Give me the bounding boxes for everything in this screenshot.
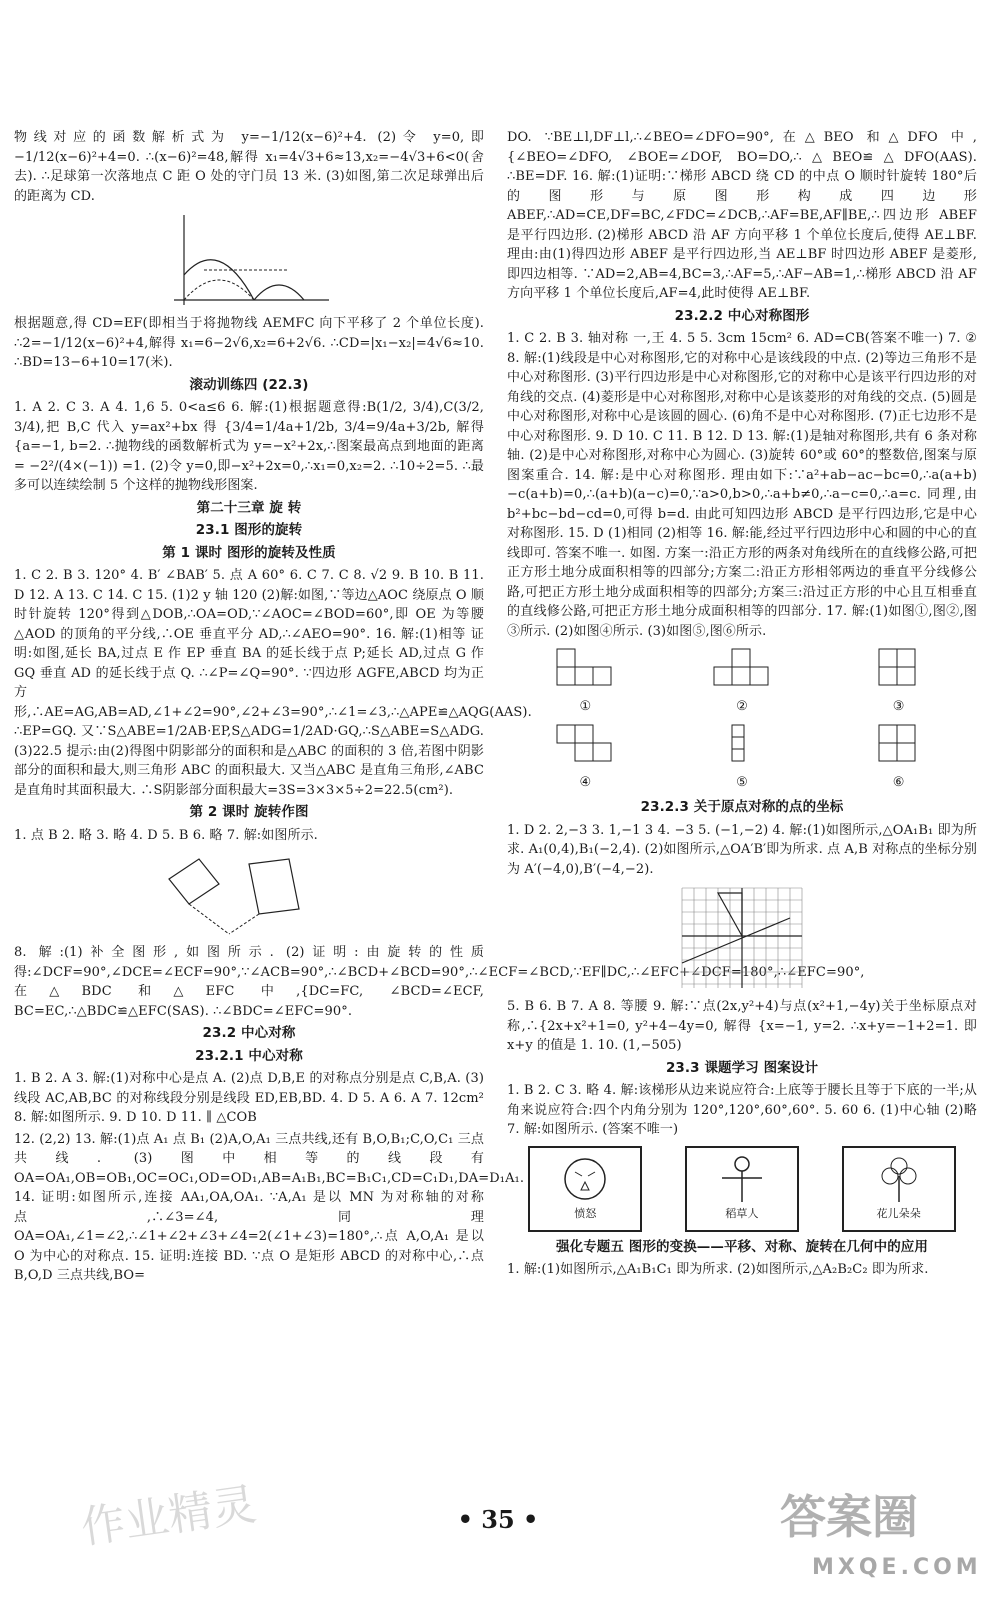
paragraph: DO. ∵BE⊥l,DF⊥l,∴∠BEO=∠DFO=90°,在△BEO 和△DFO 中,{∠BEO=∠DFO, ∠BOE=∠DOF, BO=DO,∴△BEO≌△DFO(AAS). ∴BE=DF. 16. 解:(1)证明:∵梯形 ABCD 绕 CD 的中点 O 顺时针旋转 180°后的图形与原图形构成四边形 ABEF,∴AD=CE,DF=BC,∠FDC=∠DCB,∴AF=BE,AF∥BE,∴四边形 ABEF 是平行四边形. (2)梯形 ABCD 沿 AF 方向平移 1 个单位长度后,使得 AE⊥BF. 理由:由(1)得四边形 ABEF 是平行四边形,当 AE⊥BF 时四边形 ABEF 是菱形,即四边相等. ∵AD=2,AB=4,BC=3,∴AF=5,∴AF−AB=1,∴梯形 ABCD 沿 AF 方向平移 1 个单位长度后,AF=4,此时使得 AE⊥BF. [507,130,977,301]
tile-figure [869,647,929,717]
tile-figure [869,723,929,793]
parabola-graph [164,210,334,310]
paragraph: 1. C 2. B 3. 120° 4. B′ ∠BAB′ 5. 点 A 60° 6. C 7. C 8. √2 9. B 10. B 11. D 12. A 13. C 14. C 15. (1)2 y 轴 120 (2)解:如图,∵等边△AOC 绕原点 O 顺时针旋转 120°得到△DOB,∴OA=OD,∵∠AOC=∠BOD=60°,即 OE 为等腰△AOD 的顶角的平分线,∴OE 垂直平分 AD,∴∠AEO=90°. 16. 解:(1)相等 证明:如图,延长 BA,过点 E 作 EP 垂直 BA 的延长线于点 P;延长 AD,过点 G 作 GQ 垂直 AD 的延长线于点 Q. ∴∠P=∠Q=90°. ∵四边形 AGFE,ABCD 均为正方形,∴AE=AG,AB=AD,∠1+∠2=90°,∠2+∠3=90°,∴∠1=∠3,∴△APE≌△AQG(AAS). ∴EP=GQ. 又∵S△ABE=1/2AB·EP,S△ADG=1/2AD·GQ,∴S△ABE=S△ADG. (3)22.5 提示:由(2)得图中阴影部分的面积和是△ABC 的面积的 3 倍,若图中阴影部分的面积和最大,则三角形 ABC 的面积最大. 又当△ABC 是直角三角形,∠ABC 是直角时其面积最大. ∴S阴影部分面积最大=3S=3×3×5÷2=22.5(cm²). [14,568,532,798]
lesson-heading: 23.2.1 中心对称 [195,1047,303,1064]
tile-figure [555,723,615,793]
figure-label: ⑤ [736,774,748,790]
design-label: 稻草人 [725,1206,759,1220]
section-heading: 强化专题五 图形的变换——平移、对称、旋转在几何中的应用 [556,1238,928,1255]
design-figures-row [507,1146,977,1232]
paragraph: 1. B 2. C 3. 略 4. 解:该梯形从边来说应符合:上底等于腰长且等于下底的一半;从角来说应符合:四个内角分别为 120°,120°,60°,60°. 5. 60 6. (1)中心轴 (2)略 7. 解:如图所示. (答案不唯一) [507,1083,977,1137]
paragraph: 1. B 2. A 3. 解:(1)对称中心是点 A. (2)点 D,B,E 的对称点分别是点 C,B,A. (3)线段 AC,AB,BC 的对称线段分别是线段 ED,EB,BD. 4. D 5. A 6. A 7. 12cm² 8. 解:如图所示. 9. D 10. D 11. ∥ △COB [14,1071,484,1125]
paragraph: 8. 解:(1)补全图形,如图所示. (2)证明:由旋转的性质得:∠DCF=90°,∠DCE=∠ECF=90°,∵∠ACB=90°,∴∠BCD+∠BCD=90°,∴∠ECF=∠BCD,∵EF∥DC,∴∠EFC+∠DCF=180°,∴∠EFC=90°,在△BDC 和△EFC 中,{DC=FC, ∠BCD=∠ECF, BC=EC,∴△BDC≌△EFC(SAS). ∴∠BDC=∠EFC=90°. [14,945,865,1019]
page-number: • 35 • [457,1505,539,1534]
coordinate-grid [677,883,807,993]
design-figure [528,1146,642,1232]
paragraph: 1. 解:(1)如图所示,△A₁B₁C₁ 即为所求. (2)如图所示,△A₂B₂C₂ 即为所求. [507,1262,929,1277]
design-label: 愤怒 [574,1206,597,1220]
paragraph: 12. (2,2) 13. 解:(1)点 A₁ 点 B₁ (2)A,O,A₁ 三点共线,还有 B,O,B₁;C,O,C₁ 三点共线. (3)图中相等的线段有 OA=OA₁,OB=OB₁,OC=OC₁,OD=OD₁,AB=A₁B₁,BC=B₁C₁,CD=C₁D₁,DA=D₁A₁. 14. 证明:如图所示,连接 AA₁,OA,OA₁. ∵A,A₁ 是以 MN 为对称轴的对称点,∴∠3=∠4,同理 OA=OA₁,∠1=∠2,∴∠1+∠2+∠3+∠4=2(∠1+∠3)=180°,∴点 A,O,A₁ 是以 O 为中心的对称点. 15. 证明:连接 BD. ∵点 O 是矩形 ABCD 的对称中心,∴点 B,O,D 三点共线,BO= [14,1131,525,1283]
lesson-heading: 第 1 课时 图形的旋转及性质 [162,544,336,561]
figure-label: ① [579,699,592,714]
paragraph: 1. A 2. C 3. A 4. 1,6 5. 0<a≤6 6. 解:(1)根据题意得:B(1/2, 3/4),C(3/2, 3/4),把 B,C 代入 y=ax²+bx 得 {3/4=1/4a+1/2b, 3/4=9/4a+3/2b, 解得 {a=−1, b=2. ∴抛物线的函数解析式为 y=−x²+2x,∴图案最高点到地面的距离= −2²/(4×(−1)) =1. (2)令 y=0,即−x²+2x=0,∴x₁=0,x₂=2. ∴10÷2=5. ∴最多可以连续绘制 5 个这样的抛物线形图案. [14,400,484,493]
section-heading: 滚动训练四 (22.3) [189,376,309,393]
figure-label: ④ [579,774,592,790]
section-heading: 23.2.3 关于原点对称的点的坐标 [640,799,844,815]
figure-label: ⑥ [892,774,905,790]
paragraph: 5. B 6. B 7. A 8. 等腰 9. 解:∵点(2x,y²+4)与点(x²+1,−4y)关于坐标原点对称,∴{2x+x²+1=0, y²+4−4y=0, 解得 {x=−1, y=2. ∴x+y=−1+2=1. 即 x+y 的值是 1. 10. (1,−505) [507,999,977,1053]
paragraph: 物线对应的函数解析式为 y=−1/12(x−6)²+4. (2)令 y=0,即−1/12(x−6)²+4=0. ∴(x−6)²=48,解得 x₁=4√3+6≈13,x₂=−4√3+6<0(舍去). ∴足球第一次落地点 C 距 O 处的守门员 13 米. (3)如图,第二次足球弹出后的距离为 CD. [14,130,484,204]
design-figure [685,1146,799,1232]
figure-label: ② [736,699,748,714]
tile-figures-row [507,723,977,793]
tile-figure [712,723,772,793]
figure-label: ③ [892,699,905,714]
section-heading: 23.2 中心对称 [202,1025,296,1041]
tile-figure [712,647,772,717]
paragraph: 根据题意,得 CD=EF(即相当于将抛物线 AEMFC 向下平移了 2 个单位长度). ∴2=−1/12(x−6)²+4,解得 x₁=6−2√6,x₂=6+2√6. ∴CD=|x₁−x₂|=4√6≈10. ∴BD=13−6+10=17(米). [14,316,484,370]
design-figure [842,1146,956,1232]
watermark-logo: 答案圈 [780,1490,918,1544]
design-label: 花儿朵朵 [876,1206,921,1220]
rotation-figure [149,849,349,939]
paragraph: 1. C 2. B 3. 轴对称 一,王 4. 5 5. 3cm 15cm² 6. AD=CB(答案不唯一) 7. ② 8. 解:(1)线段是中心对称图形,它的对称中心是该线段的中点. (2)等边三角形不是中心对称图形. (3)平行四边形是中心对称图形,它的对称中心是该平行四边形的对角线的交点. (4)菱形是中心对称图形,对称中心是该菱形的对角线的交点. (5)圆是中心对称图形,对称中心是该圆的圆心. (6)角不是中心对称图形. (7)正七边形不是中心对称图形. 9. D 10. C 11. B 12. D 13. 解:(1)是轴对称图形,共有 6 条对称轴. (2)是中心对称图形,对称中心为圆心. (3)旋转 60°或 60°的整数倍,图案与原图案重合. 14. 解:是中心对称图形. 理由如下:∵a²+ab−ac−bc=0,∴a(a+b)−c(a+b)=0,∴(a+b)(a−c)=0,∵a>0,b>0,∴a+b≠0,∴a−c=0,∴a=c. 同理,由 b²+bc−bd−cd=0,可得 b=d. 由此可知四边形 ABCD 是平行四边形,它是中心对称图形. 15. D (1)相同 (2)相等 16. 解:能,经过平行四边形中心和圆的中心的直线即可. 答案不唯一. 如图. 方案一:沿正方形的两条对角线所在的直线修公路,可把正方形土地分成面积相等的四部分;方案二:沿正方形相邻两边的垂直平分线修公路,可把正方形土地分成面积相等的四部分;方案三:沿过正方形的中心且互相垂直的直线修公路,可把正方形土地分成面积相等的四部分. 17. 解:(1)如图①,图②,图③所示. (2)如图④所示. (3)如图⑤,图⑥所示. [507,331,977,639]
tile-figure [555,647,615,717]
chapter-heading: 第二十三章 旋 转 [196,499,302,516]
tile-figures-row [507,647,977,717]
section-heading: 23.1 图形的旋转 [195,522,303,538]
watermark-text: 作业精灵 [77,1478,260,1554]
section-heading: 23.3 课题学习 图案设计 [665,1059,819,1076]
paragraph: 1. D 2. 2,−3 3. 1,−1 3 4. −3 5. (−1,−2) 4. 解:(1)如图所示,△OA₁B₁ 即为所求. A₁(0,4),B₁(−2,4). (2)如图所示,△OA′B′即为所求. 点 A,B 对称点的坐标分别为 A′(−4,0),B′(−4,−2). [507,822,977,877]
watermark-url: MXQE.COM [812,1555,982,1580]
lesson-heading: 第 2 课时 旋转作图 [189,804,309,820]
right-column [507,128,977,1282]
paragraph: 1. 点 B 2. 略 3. 略 4. D 5. B 6. 略 7. 解:如图所示. [14,827,318,843]
section-heading: 23.2.2 中心对称图形 [674,307,810,324]
